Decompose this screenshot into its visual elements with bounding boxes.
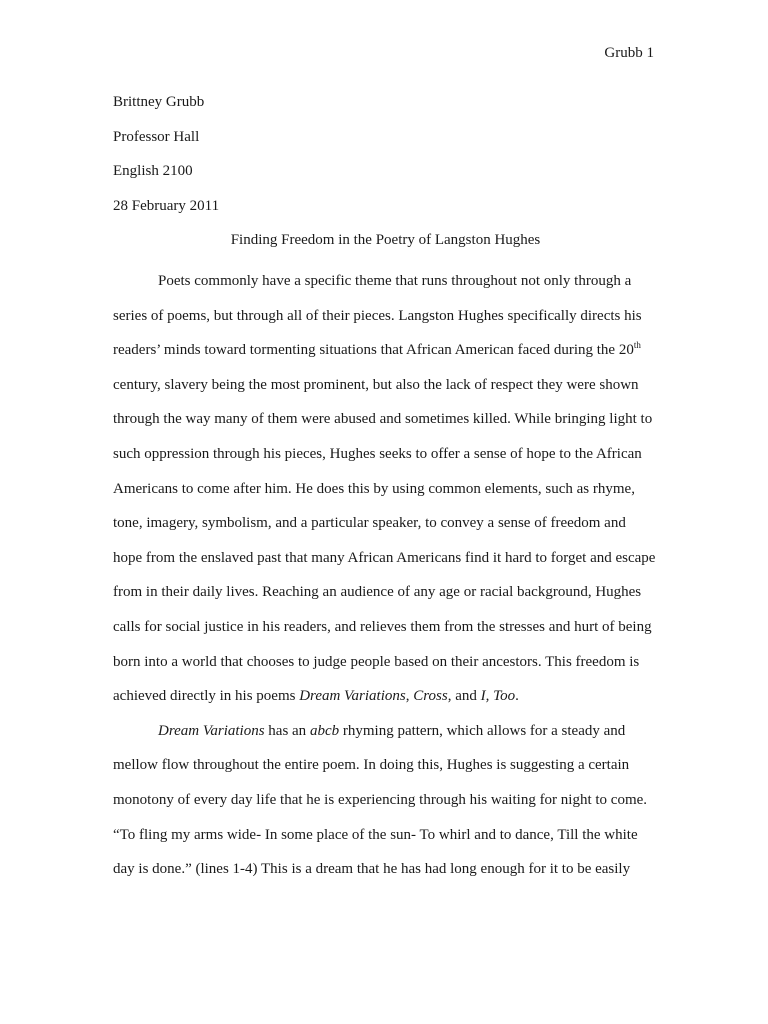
paragraph-1-text-a: Poets commonly have a specific theme that runs throughout not only through a series of poems, but through all of their pieces. Langston Hughes specifically directs his readers’ minds toward tormenting situations that African American faced during the 20 [113, 273, 642, 359]
course-name: English 2100 [113, 163, 193, 180]
paragraph-1-text-b: century, slavery being the most prominent, but also the lack of respect they were shown through the way many of them were abused and sometimes killed. While bringing light to such oppression through his pieces, Hughes seeks to offer a sense of hope to the African Americans to come after him. He does this by using common elements, such as rhyme, tone, imagery, symbolism, and a particular speaker, to convey a sense of freedom and hope from the enslaved past that many African Americans find it hard to forget and escape from in their daily lives. Reaching an audience of any age or racial background, Hughes calls for social justice in his readers, and relieves them from the stresses and hurt of being born into a world that chooses to judge people based on their ancestors. This freedom is achieved directly in his poems [113, 376, 656, 705]
poem-title-dream-variations-2: Dream Variations [158, 722, 265, 739]
paragraph-2-text-b: rhyming pattern, which allows for a steady and mellow flow throughout the entire poem. In doing this, Hughes is suggesting a certain monotony of every day life that he is experiencing through his waiting for night to come. “To fling my arms wide- In some place of the sun- To whirl and to dance, Till the white day is done.” (lines 1-4) This is a dream that he has had long enough for it to be easily [113, 722, 648, 878]
essay-date: 28 February 2011 [113, 197, 220, 214]
instructor-name: Professor Hall [113, 128, 200, 145]
separator-2: , and [447, 688, 481, 705]
separator-1: , [405, 688, 414, 705]
ordinal-superscript: th [633, 340, 641, 351]
paragraph-2 [113, 714, 658, 887]
poem-title-i-too: I, Too [480, 688, 516, 705]
mla-heading [113, 92, 658, 230]
rhyme-scheme: abcb [309, 722, 340, 739]
paragraph-1-end: . [515, 688, 519, 705]
essay-title: Finding Freedom in the Poetry of Langston Hughes [230, 232, 541, 248]
paragraph-2-text-a: has an [264, 722, 310, 739]
paragraph-1 [113, 264, 658, 714]
poem-title-dream-variations: Dream Variations [299, 688, 406, 705]
essay-body [113, 264, 658, 887]
author-name: Brittney Grubb [113, 94, 205, 110]
poem-title-cross: Cross [413, 688, 448, 705]
running-head: Grubb 1 [604, 45, 654, 61]
